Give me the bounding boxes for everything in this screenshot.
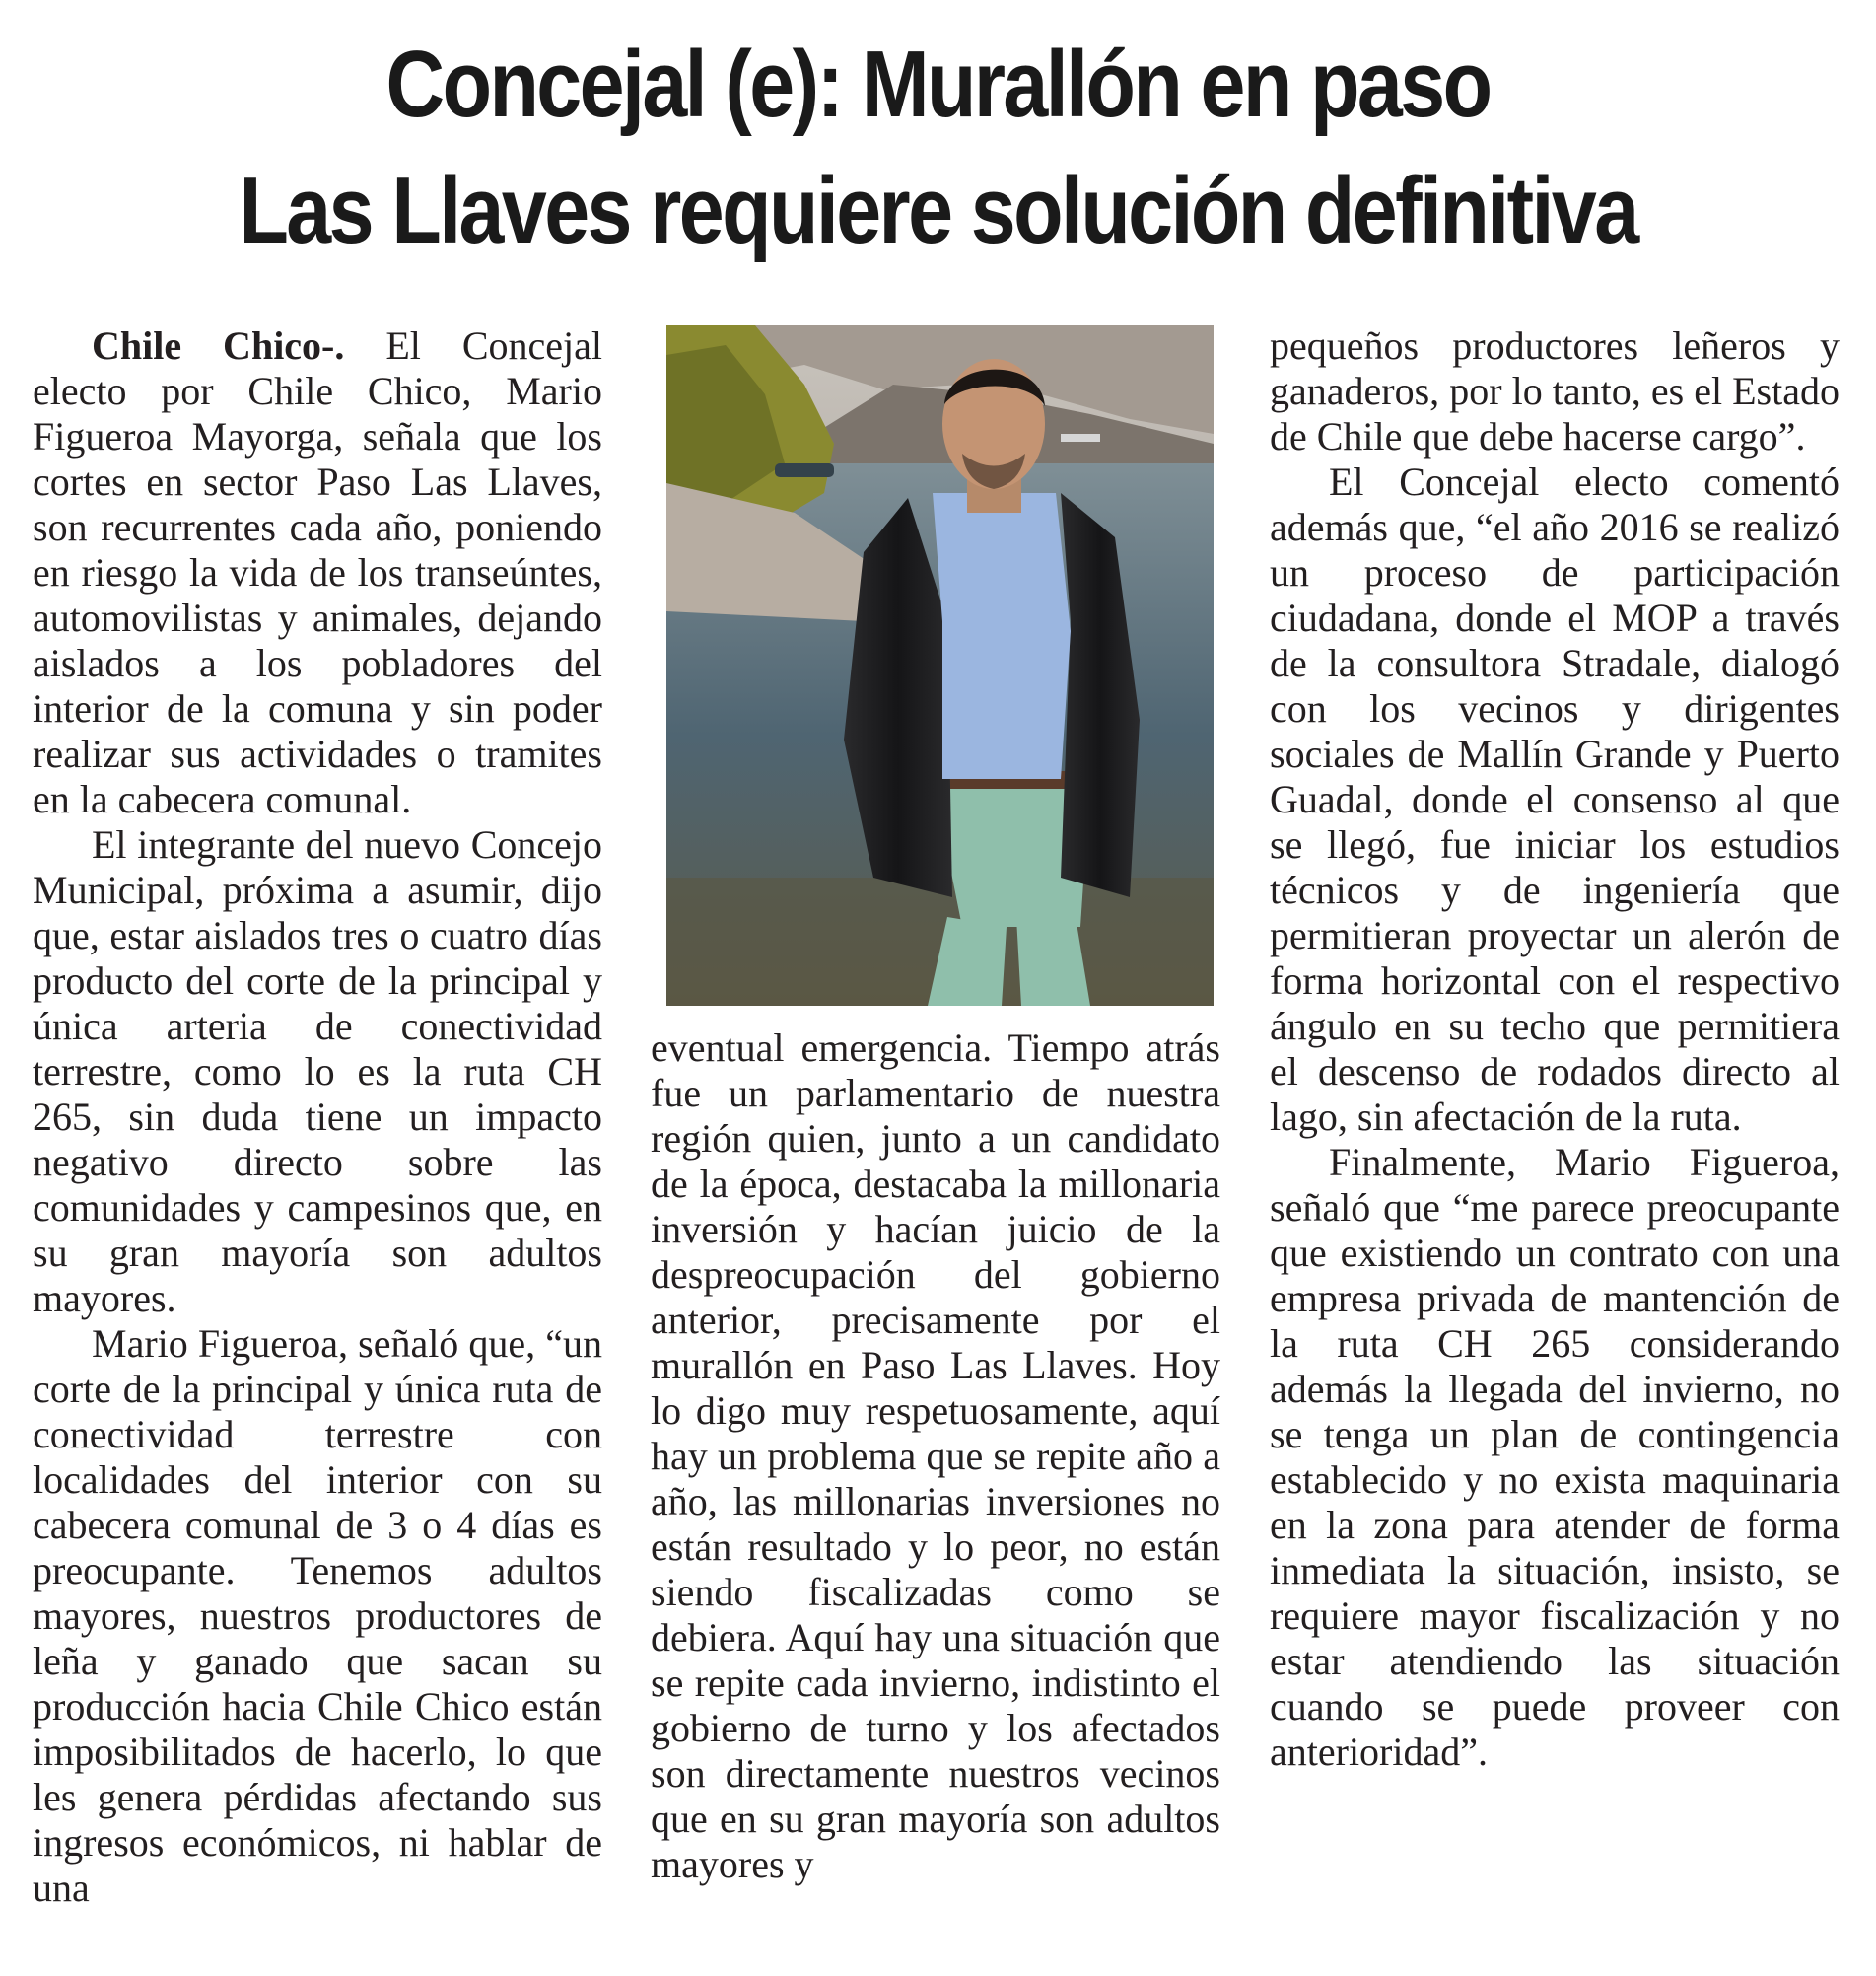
shirt-shape [933, 493, 1071, 779]
article-column-1 [33, 323, 602, 1911]
headline [131, 22, 1745, 274]
paragraph-text: El Concejal electo por Chile Chico, Mario Figueroa Mayorga, señala que los cortes en sector Paso Las Llaves, son recurrentes cada año, poniendo en riesgo la vida de los transeúntes, automovilistas y animales, dejando aislados a los pobladores del interior de la comuna y sin poder realizar sus actividades o tramites en la cabecera comunal. [33, 323, 603, 821]
portrait-photo [666, 325, 1214, 1006]
article-paragraph: El integrante del nuevo Concejo Municipal, próxima a asumir, dijo que, estar aislados tres o cuatro días producto del corte de la principal y única arteria de conectividad terrestre, como lo es la ruta CH 265, sin duda tiene un impacto negativo directo sobre las comunidades y campesinos que, en su gran mayoría son adultos mayores. [33, 822, 602, 1320]
article-column-3 [1270, 323, 1840, 1775]
headline-line-2: Las Llaves requiere solución definitiva [239, 158, 1637, 263]
article-column-2 [651, 1025, 1220, 1887]
boat-shape [775, 463, 834, 477]
headline-line-1: Concejal (e): Murallón en paso [385, 32, 1491, 137]
dock-shape [1061, 434, 1100, 442]
article-paragraph: Mario Figueroa, señaló que, “un corte de la principal y única ruta de conectividad terrestre con localidades del interior con su cabecera comunal de 3 o 4 días es preocupante. Tenemos adultos mayores, nuestros productores de leña y ganado que sacan su producción hacia Chile Chico están imposibilitados de hacerlo, lo que les genera pérdidas afectando sus ingresos económicos, ni hablar de una [33, 1321, 602, 1910]
dateline: Chile Chico-. [92, 323, 345, 368]
article-paragraph: Finalmente, Mario Figueroa, señaló que “me parece preocupante que existiendo un contrato con una empresa privada de mantención de la ruta CH 265 considerando además la llegada del invierno, no se tenga un plan de contingencia establecido y no exista maquinaria en la zona para atender de forma inmediata la situación, insisto, se requiere mayor fiscalización y no estar atendiendo las situación cuando se puede proveer con anterioridad”. [1270, 1140, 1840, 1774]
article-paragraph: pequeños productores leñeros y ganaderos, por lo tanto, es el Estado de Chile que debe hacerse cargo”. [1270, 323, 1840, 459]
article-paragraph: eventual emergencia. Tiempo atrás fue un parlamentario de nuestra región quien, junto a un candidato de la época, destacaba la millonaria inversión y hacían juicio de la despreocupación del gobierno anterior, precisamente por el murallón en Paso Las Llaves. Hoy lo digo muy respetuosamente, aquí hay un problema que se repite año a año, las millonarias inversiones no están resultado y lo peor, no están siendo fiscalizadas como se debiera. Aquí hay una situación que se repite cada invierno, indistinto el gobierno de turno y los afectados son directamente nuestros vecinos que en su gran mayoría son adultos mayores y [651, 1025, 1220, 1886]
article-paragraph: El Concejal electo comentó además que, “el año 2016 se realizó un proceso de participación ciudadana, donde el MOP a través de la consultora Stradale, dialogó con los vecinos y dirigentes sociales de Mallín Grande y Puerto Guadal, donde el consenso al que se llegó, fue iniciar los estudios técnicos y de ingeniería que permitieran proyectar un alerón de forma horizontal con el respectivo ángulo en su techo que permitiera el descenso de rodados directo al lago, sin afectación de la ruta. [1270, 459, 1840, 1139]
photo-illustration [666, 325, 1214, 1006]
article-paragraph [33, 323, 602, 822]
